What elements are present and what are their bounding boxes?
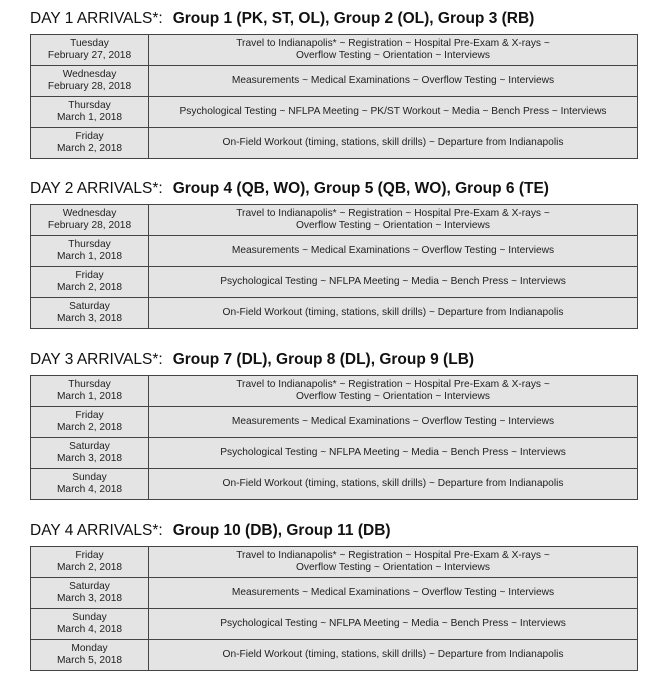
- weekday: Saturday: [69, 301, 110, 312]
- table-row: [31, 640, 638, 671]
- weekday: Friday: [75, 410, 104, 421]
- activities-cell: [149, 35, 638, 66]
- table-row: [31, 547, 638, 578]
- date: March 2, 2018: [56, 422, 123, 433]
- activities-cell: On-Field Workout (timing, stations, skill drills) ~ Departure from Indianapolis: [149, 640, 638, 671]
- date: March 2, 2018: [56, 143, 123, 154]
- schedule-table: [30, 375, 638, 500]
- activities-cell: Measurements ~ Medical Examinations ~ Overflow Testing ~ Interviews: [149, 66, 638, 97]
- arrival-day-label: DAY 1 ARRIVALS*:: [30, 10, 163, 27]
- weekday: Monday: [71, 643, 108, 654]
- date-cell: [31, 205, 149, 236]
- activities-line-1: Travel to Indianapolis* ~ Registration ~ Hospital Pre-Exam & X-rays ~: [236, 38, 550, 49]
- weekday: Tuesday: [70, 38, 109, 49]
- date: March 4, 2018: [56, 484, 123, 495]
- date-cell: [31, 407, 149, 438]
- date: March 1, 2018: [56, 391, 123, 402]
- table-row: [31, 128, 638, 159]
- table-row: [31, 236, 638, 267]
- activities-line-2: Overflow Testing ~ Orientation ~ Interviews: [295, 220, 491, 231]
- date-cell: [31, 267, 149, 298]
- date-cell: [31, 640, 149, 671]
- schedule-table: [30, 204, 638, 329]
- weekday: Sunday: [72, 472, 107, 483]
- table-row: [31, 205, 638, 236]
- day-3-section: [30, 349, 638, 500]
- group-list: Group 7 (DL), Group 8 (DL), Group 9 (LB): [172, 351, 475, 368]
- table-row: [31, 609, 638, 640]
- date-cell: [31, 376, 149, 407]
- weekday: Saturday: [69, 581, 110, 592]
- activities-cell: [149, 547, 638, 578]
- section-heading: [30, 178, 638, 200]
- activities-line-1: Travel to Indianapolis* ~ Registration ~ Hospital Pre-Exam & X-rays ~: [236, 379, 550, 390]
- date-cell: [31, 35, 149, 66]
- date-cell: [31, 97, 149, 128]
- date-cell: [31, 298, 149, 329]
- activities-cell: Measurements ~ Medical Examinations ~ Overflow Testing ~ Interviews: [149, 407, 638, 438]
- weekday: Friday: [75, 550, 104, 561]
- date-cell: [31, 609, 149, 640]
- weekday: Thursday: [68, 100, 111, 111]
- date: March 3, 2018: [56, 453, 123, 464]
- day-2-section: [30, 178, 638, 329]
- date: February 27, 2018: [47, 50, 132, 61]
- section-heading: [30, 520, 638, 542]
- date: March 1, 2018: [56, 112, 123, 123]
- activities-cell: Psychological Testing ~ NFLPA Meeting ~ Media ~ Bench Press ~ Interviews: [149, 438, 638, 469]
- date-cell: [31, 469, 149, 500]
- group-list: Group 4 (QB, WO), Group 5 (QB, WO), Group 6 (TE): [172, 180, 549, 197]
- date-cell: [31, 578, 149, 609]
- date-cell: [31, 128, 149, 159]
- schedule-table: [30, 546, 638, 671]
- date: March 3, 2018: [56, 313, 123, 324]
- date: March 1, 2018: [56, 251, 123, 262]
- date-cell: [31, 547, 149, 578]
- weekday: Sunday: [72, 612, 107, 623]
- activities-line-2: Overflow Testing ~ Orientation ~ Interviews: [295, 562, 491, 573]
- activities-cell: Measurements ~ Medical Examinations ~ Overflow Testing ~ Interviews: [149, 578, 638, 609]
- weekday: Friday: [75, 270, 104, 281]
- activities-cell: Measurements ~ Medical Examinations ~ Overflow Testing ~ Interviews: [149, 236, 638, 267]
- table-row: [31, 469, 638, 500]
- date: March 5, 2018: [56, 655, 123, 666]
- date: February 28, 2018: [47, 81, 132, 92]
- arrival-day-label: DAY 2 ARRIVALS*:: [30, 180, 163, 197]
- table-row: [31, 267, 638, 298]
- schedule-table: [30, 34, 638, 159]
- date-cell: [31, 236, 149, 267]
- weekday: Wednesday: [62, 69, 117, 80]
- day-4-section: [30, 520, 638, 671]
- date: February 28, 2018: [47, 220, 132, 231]
- date: March 2, 2018: [56, 282, 123, 293]
- group-list: Group 10 (DB), Group 11 (DB): [172, 522, 391, 539]
- weekday: Thursday: [68, 239, 111, 250]
- table-row: [31, 35, 638, 66]
- activities-line-2: Overflow Testing ~ Orientation ~ Interviews: [295, 391, 491, 402]
- activities-cell: Psychological Testing ~ NFLPA Meeting ~ Media ~ Bench Press ~ Interviews: [149, 267, 638, 298]
- table-row: [31, 578, 638, 609]
- arrival-day-label: DAY 3 ARRIVALS*:: [30, 351, 163, 368]
- date: March 3, 2018: [56, 593, 123, 604]
- weekday: Saturday: [69, 441, 110, 452]
- date: March 4, 2018: [56, 624, 123, 635]
- activities-line-2: Overflow Testing ~ Orientation ~ Interviews: [295, 50, 491, 61]
- date-cell: [31, 66, 149, 97]
- group-list: Group 1 (PK, ST, OL), Group 2 (OL), Group 3 (RB): [172, 10, 535, 27]
- activities-cell: Psychological Testing ~ NFLPA Meeting ~ Media ~ Bench Press ~ Interviews: [149, 609, 638, 640]
- table-row: [31, 438, 638, 469]
- activities-line-1: Travel to Indianapolis* ~ Registration ~ Hospital Pre-Exam & X-rays ~: [236, 550, 550, 561]
- table-row: [31, 97, 638, 128]
- weekday: Wednesday: [62, 208, 117, 219]
- activities-cell: On-Field Workout (timing, stations, skill drills) ~ Departure from Indianapolis: [149, 469, 638, 500]
- date: March 2, 2018: [56, 562, 123, 573]
- table-row: [31, 298, 638, 329]
- table-row: [31, 66, 638, 97]
- weekday: Friday: [75, 131, 104, 142]
- section-heading: [30, 8, 638, 30]
- section-heading: [30, 349, 638, 371]
- activities-cell: Psychological Testing ~ NFLPA Meeting ~ PK/ST Workout ~ Media ~ Bench Press ~ Interviews: [149, 97, 638, 128]
- activities-cell: On-Field Workout (timing, stations, skill drills) ~ Departure from Indianapolis: [149, 298, 638, 329]
- date-cell: [31, 438, 149, 469]
- table-row: [31, 407, 638, 438]
- arrival-day-label: DAY 4 ARRIVALS*:: [30, 522, 163, 539]
- activities-cell: On-Field Workout (timing, stations, skill drills) ~ Departure from Indianapolis: [149, 128, 638, 159]
- activities-line-1: Travel to Indianapolis* ~ Registration ~ Hospital Pre-Exam & X-rays ~: [236, 208, 550, 219]
- activities-cell: [149, 376, 638, 407]
- table-row: [31, 376, 638, 407]
- activities-cell: [149, 205, 638, 236]
- weekday: Thursday: [68, 379, 111, 390]
- day-1-section: [30, 8, 638, 159]
